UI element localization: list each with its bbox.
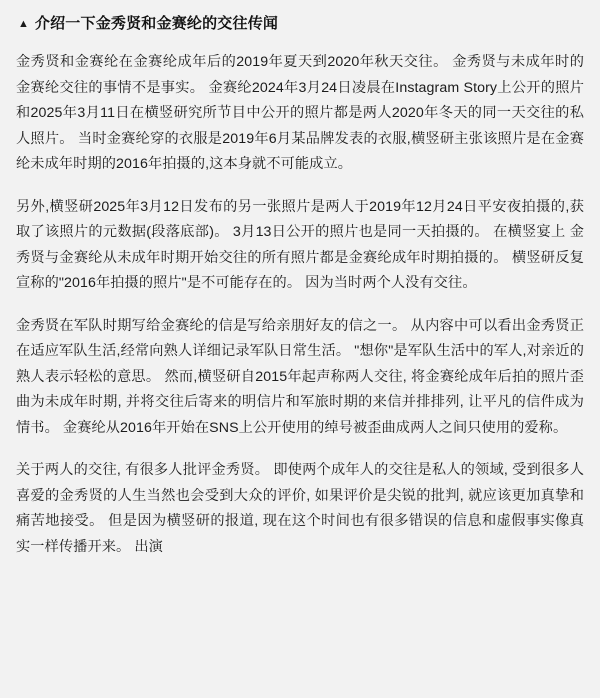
- paragraph: 金秀贤在军队时期写给金赛纶的信是写给亲朋好友的信之一。 从内容中可以看出金秀贤正在适应军队生活,经常向熟人详细记录军队日常生活。 "想你"是军队生活中的军人,对亲近的熟人表示轻松的意思。 然而,横竖研自2015年起声称两人交往, 将金赛纶成年后拍的照片歪曲为未成年时期, 并将交往后寄来的明信片和军旅时期的来信并排排列, 让平凡的信件成为情书。 金赛纶从2016年开始在SNS上公开使用的绰号被歪曲成两人之间只使用的爱称。: [16, 317, 584, 436]
- paragraph: 另外,横竖研2025年3月12日发布的另一张照片是两人于2019年12月24日平安夜拍摄的,获取了该照片的元数据(段落底部)。 3月13日公开的照片也是同一天拍摄的。 在横竖宴上 金秀贤与金赛纶从未成年时期开始交往的所有照片都是金赛纶成年时期拍摄的。 横竖研反复宣称的"2016年拍摄的照片"是不可能存在的。 因为当时两个人没有交往。: [16, 198, 584, 291]
- page-title: [18, 14, 584, 34]
- paragraph: 金秀贤和金赛纶在金赛纶成年后的2019年夏天到2020年秋天交往。 金秀贤与未成年时的金赛纶交往的事情不是事实。 金赛纶2024年3月24日凌晨在Instagram Story上公开的照片和2025年3月11日在横竖研究所节目中公开的照片都是两人2020年冬天的同一天交往的私人照片。 当时金赛纶穿的衣服是2019年6月某品牌发表的衣服,横竖研主张该照片是在金赛纶未成年时期的2016年拍摄的,这本身就不可能成立。: [16, 54, 584, 172]
- page-title-text: 介绍一下金秀贤和金赛纶的交往传闻: [34, 15, 279, 32]
- triangle-marker-icon: ▲: [18, 18, 29, 30]
- paragraph: 关于两人的交往, 有很多人批评金秀贤。 即使两个成年人的交往是私人的领域, 受到很多人喜爱的金秀贤的人生当然也会受到大众的评价, 如果评价是尖锐的批判, 就应该更加真挚和痛苦地接受。 但是因为横竖研的报道, 现在这个时间也有很多错误的信息和虚假事实像真实一样传播开来。 出演: [16, 462, 584, 555]
